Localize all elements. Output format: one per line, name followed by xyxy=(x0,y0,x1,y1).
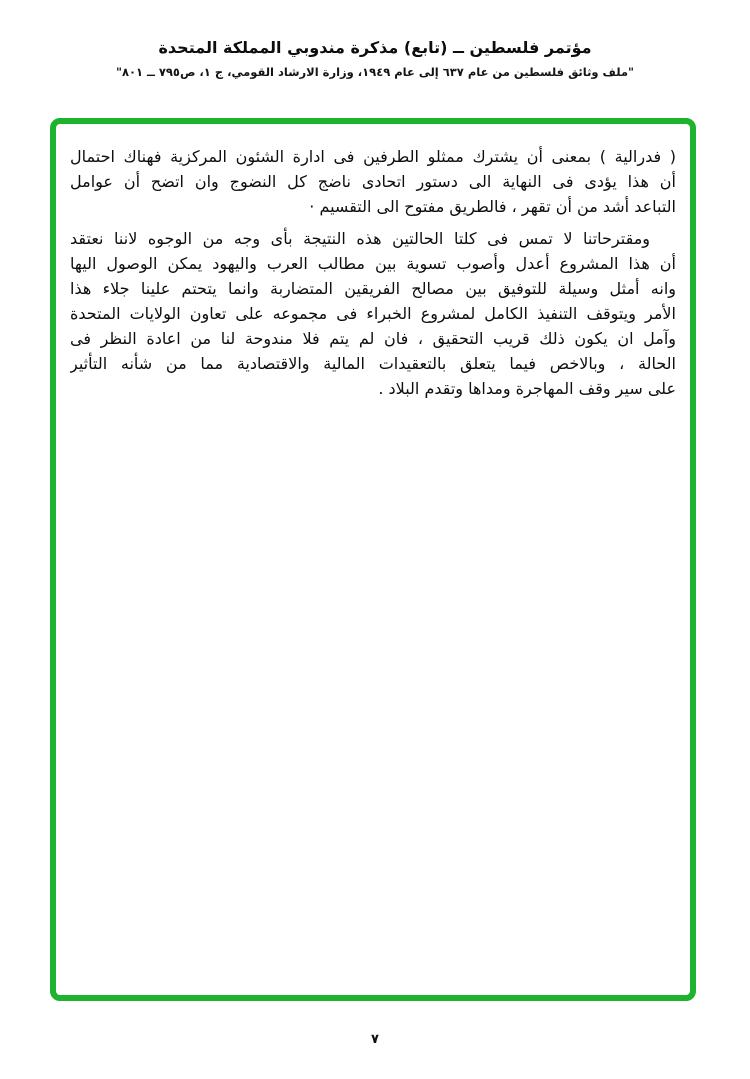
text-line: أن هذا يؤدى فى النهاية الى دستور اتحادى ناضج كل النضوج وان اتضح أن عوامل xyxy=(70,172,676,191)
document-title: مؤتمر فلسطين ــ (تابع) مذكرة مندوبي المملكة المتحدة xyxy=(158,38,592,57)
text-line: ومقترحاتنا لا تمس فى كلتا الحالتين هذه النتيجة بأى وجه من الوجوه لاننا نعتقد xyxy=(70,229,650,248)
text-line: وآمل ان يكون ذلك قريب التحقيق ، فان لم يتم فلا مندوحة لنا من اعادة النظر فى xyxy=(70,329,676,348)
paragraph-2 xyxy=(70,226,676,401)
page-number: ٧ xyxy=(371,1032,379,1047)
text-line: الأمر ويتوقف التنفيذ الكامل لمشروع الخبراء فى مجموعه على تعاون الولايات المتحدة xyxy=(70,304,676,323)
page-header xyxy=(0,38,750,79)
source-citation: "ملف وثائق فلسطين من عام ٦٣٧ إلى عام ١٩٤٩، وزارة الارشاد القومي، ج ١، ص٧٩٥ ــ ٨٠١" xyxy=(115,65,635,79)
text-line: ( فدرالية ) بمعنى أن يشترك ممثلو الطرفين فى ادارة الشئون المركزية فهناك احتمال xyxy=(70,147,676,166)
text-line: الحالة ، وبالاخص فيما يتعلق بالتعقيدات المالية والاقتصادية مما من شأنه التأثير xyxy=(70,354,676,373)
text-line: على سير وقف المهاجرة ومداها وتقدم البلاد . xyxy=(378,379,676,398)
text-line: التباعد أشد من أن تقهر ، فالطريق مفتوح الى التقسيم · xyxy=(309,197,676,216)
text-line: أن هذا المشروع أعدل وأصوب تسوية بين مطالب العرب واليهود يمكن الوصول اليها xyxy=(70,254,676,273)
paragraph-1 xyxy=(70,144,676,219)
text-line: وانه أمثل وسيلة للتوفيق بين مصالح الفريقين المتضاربة وانما يتحتم علينا جلاء هذا xyxy=(70,279,676,298)
document-body xyxy=(70,144,676,407)
